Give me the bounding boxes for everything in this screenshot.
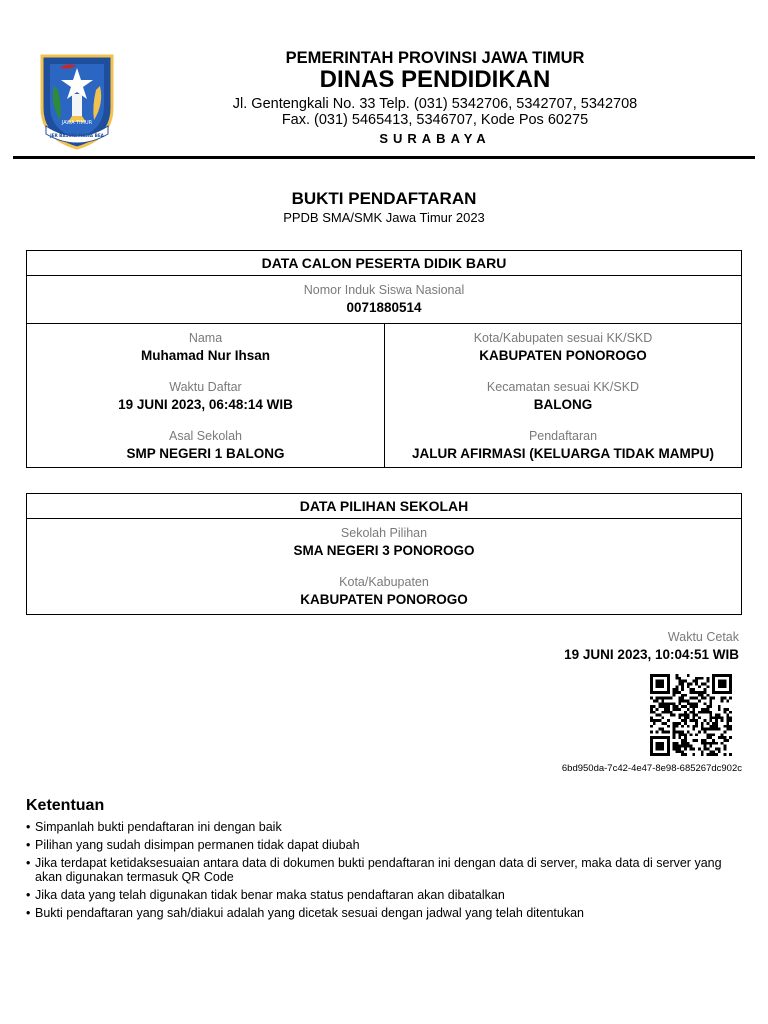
student-data-box bbox=[26, 250, 742, 468]
list-item: • Bukti pendaftaran yang sah/diakui adalah yang dicetak sesuai dengan jadwal yang telah ditentukan bbox=[26, 906, 746, 920]
name-field bbox=[27, 331, 384, 380]
document-subtitle: PPDB SMA/SMK Jawa Timur 2023 bbox=[283, 210, 485, 225]
nisn-value: 0071880514 bbox=[346, 300, 422, 315]
student-details-left bbox=[27, 324, 384, 467]
school-choice-heading: DATA PILIHAN SEKOLAH bbox=[27, 494, 741, 519]
nisn-field bbox=[27, 276, 741, 324]
emblem-motto-text: JER BASUKI MAWA BEA bbox=[50, 133, 104, 138]
district-field bbox=[385, 380, 741, 429]
registration-uuid: 6bd950da-7c42-4e47-8e98-685267dc902c bbox=[561, 763, 742, 774]
district-label: Kecamatan sesuai KK/SKD bbox=[486, 380, 640, 394]
list-item: • Jika terdapat ketidaksesuaian antara data di dokumen bukti pendaftaran ini dengan data di server, maka data di server yang akan digunakan termasuk QR Code bbox=[26, 856, 746, 884]
terms-list bbox=[26, 820, 746, 924]
origin-school-field bbox=[27, 429, 384, 478]
agency-city: SURABAYA bbox=[379, 131, 491, 146]
registration-path-label: Pendaftaran bbox=[528, 429, 598, 443]
print-time-label: Waktu Cetak bbox=[667, 630, 739, 644]
registered-time-label: Waktu Daftar bbox=[169, 380, 242, 394]
registered-time-field bbox=[27, 380, 384, 429]
qr-code-icon bbox=[647, 674, 735, 756]
city-field bbox=[385, 331, 741, 380]
city-label: Kota/Kabupaten sesuai KK/SKD bbox=[473, 331, 653, 345]
student-data-heading: DATA CALON PESERTA DIDIK BARU bbox=[27, 251, 741, 276]
registered-time-value: 19 JUNI 2023, 06:48:14 WIB bbox=[118, 397, 293, 412]
chosen-school-value: SMA NEGERI 3 PONOROGO bbox=[293, 543, 475, 558]
letterhead bbox=[0, 0, 768, 160]
letterhead-divider bbox=[13, 156, 755, 159]
agency-fax: Fax. (031) 5465413, 5346707, Kode Pos 60275 bbox=[281, 112, 589, 128]
chosen-city-field bbox=[27, 575, 741, 624]
name-value: Muhamad Nur Ihsan bbox=[140, 348, 270, 363]
document-title: BUKTI PENDAFTARAN bbox=[291, 189, 477, 208]
school-choice-box bbox=[26, 493, 742, 615]
agency-address: Jl. Gentengkali No. 33 Telp. (031) 5342706, 5342707, 5342708 bbox=[232, 96, 638, 112]
district-value: BALONG bbox=[533, 397, 593, 412]
nisn-label: Nomor Induk Siswa Nasional bbox=[303, 283, 465, 297]
chosen-school-label: Sekolah Pilihan bbox=[340, 526, 428, 540]
chosen-city-label: Kota/Kabupaten bbox=[339, 575, 429, 589]
school-choice-details bbox=[27, 519, 741, 624]
print-time-value: 19 JUNI 2023, 10:04:51 WIB bbox=[564, 647, 739, 662]
student-details bbox=[27, 324, 741, 467]
chosen-city-value: KABUPATEN PONOROGO bbox=[300, 592, 468, 607]
registration-path-value: JALUR AFIRMASI (KELUARGA TIDAK MAMPU) bbox=[412, 446, 714, 461]
name-label: Nama bbox=[188, 331, 223, 345]
jawa-timur-emblem-icon bbox=[36, 46, 118, 150]
list-item: • Jika data yang telah digunakan tidak benar maka status pendaftaran akan dibatalkan bbox=[26, 888, 746, 902]
agency-name: DINAS PENDIDIKAN bbox=[319, 66, 551, 93]
list-item: • Simpanlah bukti pendaftaran ini dengan baik bbox=[26, 820, 746, 834]
registration-path-field bbox=[385, 429, 741, 478]
student-details-right bbox=[384, 324, 741, 467]
city-value: KABUPATEN PONOROGO bbox=[479, 348, 647, 363]
origin-school-label: Asal Sekolah bbox=[169, 429, 242, 443]
list-item: • Pilihan yang sudah disimpan permanen tidak dapat diubah bbox=[26, 838, 746, 852]
terms-title: Ketentuan bbox=[26, 797, 105, 814]
emblem-top-text: JAWA TIMUR bbox=[61, 120, 93, 126]
government-name: PEMERINTAH PROVINSI JAWA TIMUR bbox=[285, 49, 585, 67]
origin-school-value: SMP NEGERI 1 BALONG bbox=[126, 446, 285, 461]
chosen-school-field bbox=[27, 526, 741, 575]
